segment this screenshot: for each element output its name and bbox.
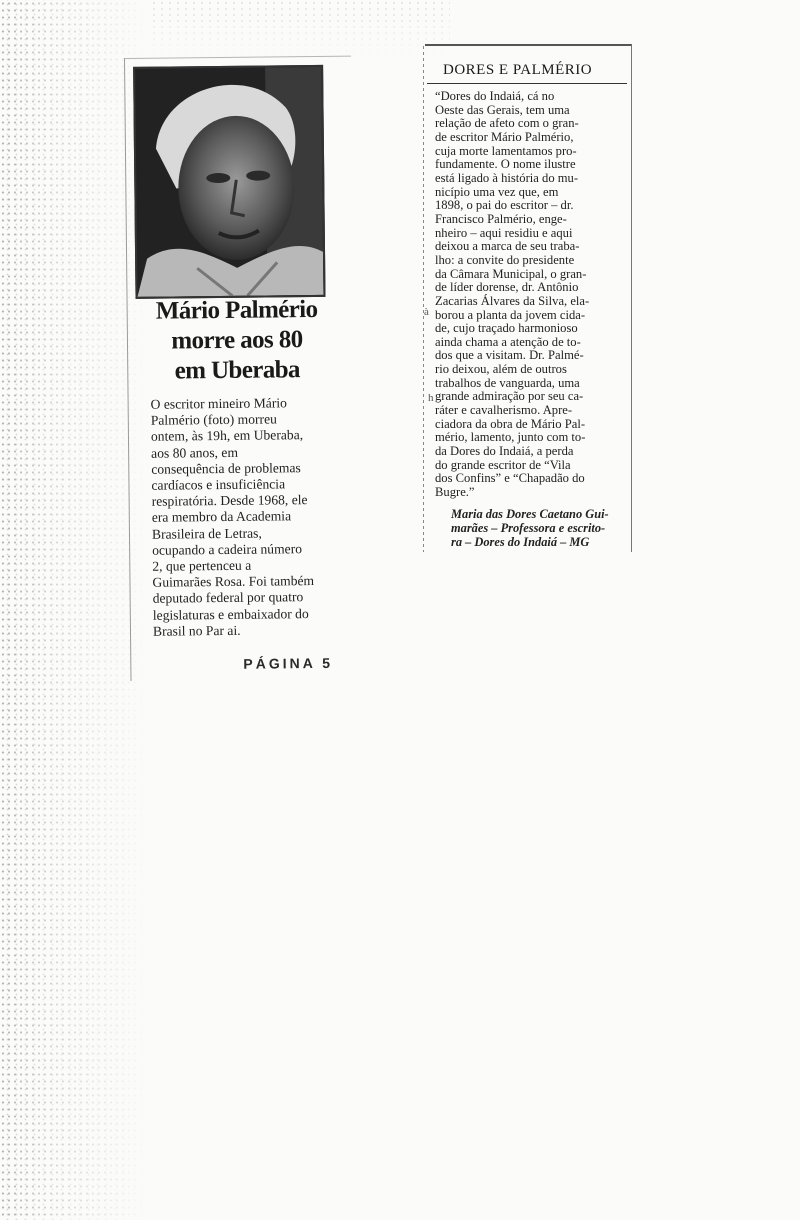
text-line: legislaturas e embaixador do [152, 605, 309, 623]
photocopy-speckle-top [150, 0, 450, 60]
text-line: de, cujo traçado harmonioso [435, 321, 578, 336]
text-line: Brasil no Par ai. [152, 622, 241, 639]
text-line: trabalhos de vanguarda, uma [435, 375, 580, 390]
text-line: “Dores do Indaiá, cá no [435, 89, 555, 103]
text-line: dos Confins” e “Chapadão do [435, 471, 585, 486]
signature-line: Maria das Dores Caetano Gui- [451, 507, 609, 521]
text-line: da Câmara Municipal, o gran- [435, 266, 587, 281]
letter-body-text [435, 90, 625, 500]
text-line: Brasileira de Letras, [151, 525, 262, 542]
text-line: fundamente. O nome ilustre [435, 157, 576, 172]
stray-mark: à [424, 306, 429, 318]
stray-mark: h [428, 392, 434, 404]
portrait-image [135, 67, 323, 297]
headline-line: em Uberaba [174, 356, 301, 385]
news-clipping-reader-letter [425, 44, 632, 552]
text-line: ontem, às 19h, em Uberaba, [150, 427, 304, 445]
text-line: Palmério (foto) morreu [150, 411, 277, 428]
text-line: relação de afeto com o gran- [435, 116, 579, 131]
text-line: cuja morte lamentamos pro- [435, 143, 577, 158]
text-line: Oeste das Gerais, tem uma [435, 102, 570, 117]
text-line: deputado federal por quatro [152, 589, 304, 607]
text-line: de escritor Mário Palmério, [435, 129, 574, 144]
headline-line: morre aos 80 [171, 326, 303, 355]
text-line: Guimarães Rosa. Foi também [152, 573, 315, 590]
text-line: mério, lamento, junto com to- [435, 430, 586, 445]
text-line: de líder dorense, dr. Antônio [435, 280, 579, 295]
signature-line: marães – Professora e escrito- [451, 521, 606, 535]
text-line: lho: a convite do presidente [435, 252, 575, 267]
text-line: ráter e cavalherismo. Apre- [435, 403, 573, 418]
text-line: Bugre.” [435, 485, 475, 500]
section-divider [427, 83, 627, 84]
text-line: respiratória. Desde 1968, ele [151, 492, 308, 509]
obituary-headline [132, 295, 343, 387]
text-line: nicípio uma vez que, em [435, 184, 559, 199]
text-line: aos 80 anos, em [151, 444, 239, 461]
text-line: nheiro – aqui residiu e aqui [435, 225, 573, 240]
text-line: cardíacos e insuficiência [151, 476, 286, 493]
text-line: ciadora da obra de Mário Pal- [435, 416, 586, 431]
text-line: borou a planta da jovem cida- [435, 307, 586, 322]
letter-signature [451, 507, 631, 549]
text-line: rio deixou, além de outros [435, 362, 567, 377]
text-line: ocupando a cadeira número [152, 540, 303, 558]
author-portrait-photo [133, 65, 325, 299]
obituary-body-text [151, 395, 346, 640]
text-line: Francisco Palmério, enge- [435, 211, 567, 226]
text-line: do grande escritor de “Vila [435, 457, 571, 472]
text-line: era membro da Academia [151, 508, 292, 526]
text-line: da Dores do Indaiá, a perda [435, 444, 574, 459]
text-line: consequência de problemas [151, 459, 301, 477]
page-reference-label: PÁGINA 5 [243, 654, 334, 672]
news-clipping-obituary [124, 56, 358, 681]
text-line: Zacarias Álvares da Silva, ela- [435, 293, 590, 308]
headline-line: Mário Palmério [155, 295, 318, 325]
text-line: ainda chama a atenção de to- [435, 334, 581, 349]
text-line: 2, que pertenceu a [152, 557, 252, 574]
text-line: dos que a visitam. Dr. Palmé- [435, 348, 584, 363]
text-line: 1898, o pai do escritor – dr. [435, 198, 574, 213]
text-line: grande admiração por seu ca- [435, 389, 584, 404]
text-line: está ligado à história do mu- [435, 170, 579, 185]
signature-line: ra – Dores do Indaiá – MG [451, 535, 590, 549]
text-line: O escritor mineiro Mário [150, 395, 287, 412]
text-line: deixou a marca de seu traba- [435, 239, 580, 254]
section-title: DORES E PALMÉRIO [443, 62, 593, 78]
